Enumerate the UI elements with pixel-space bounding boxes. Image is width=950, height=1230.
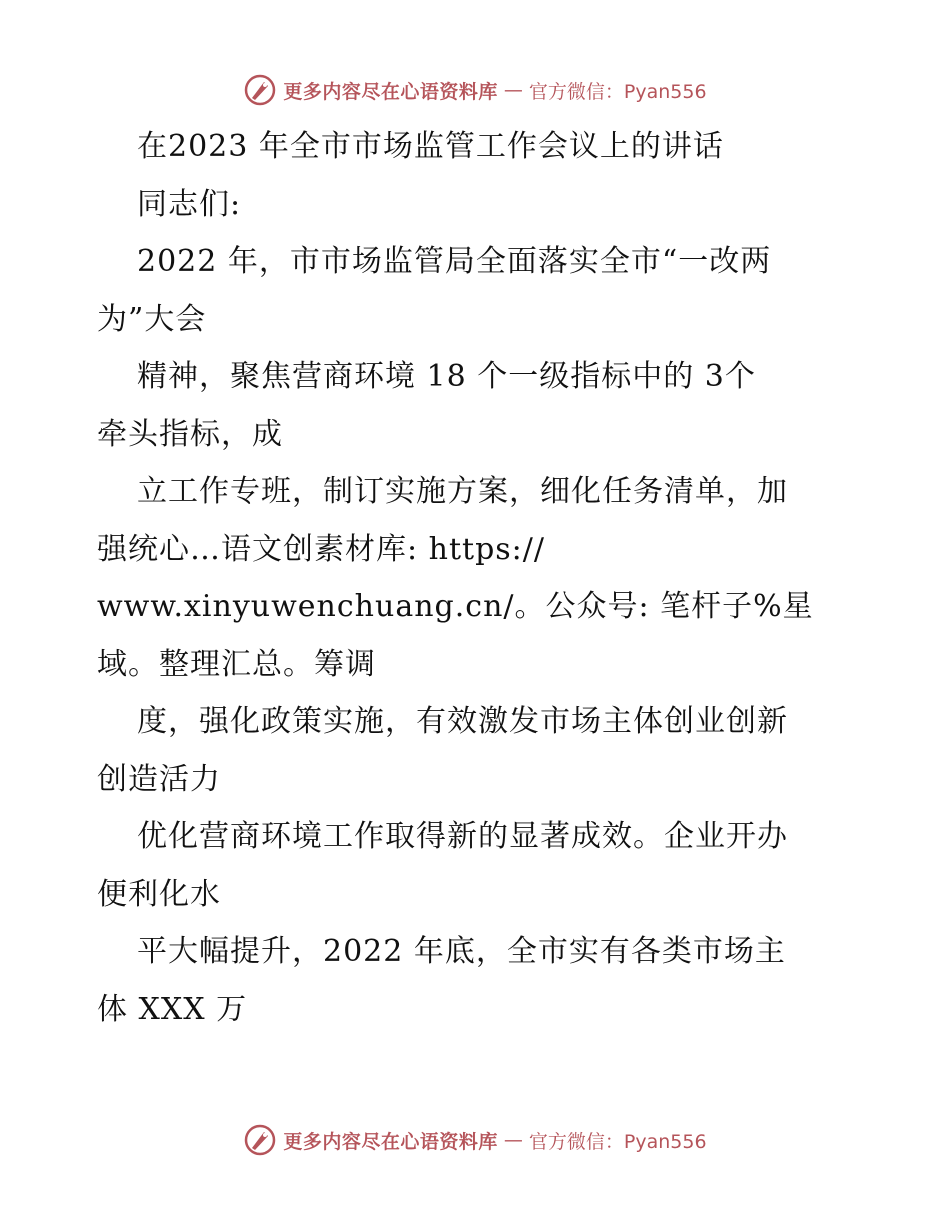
text-line: 精神，聚焦营商环境 18 个一级指标中的 3个 <box>137 359 756 394</box>
text-line: 体 XXX 万 <box>97 991 248 1027</box>
text-line: 便利化水 <box>97 876 221 912</box>
header-banner <box>0 70 950 110</box>
text-line: 牵头指标，成 <box>97 416 283 452</box>
text-line: 度，强化政策实施，有效激发市场主体创业创新 <box>137 704 788 739</box>
banner-dash: — <box>503 79 523 101</box>
banner-sub-text: 官方微信：Pyan556 <box>528 1130 707 1153</box>
banner-main-text: 更多内容尽在心语资料库 <box>283 80 498 103</box>
pen-nib-logo-icon <box>243 73 277 107</box>
text-line: 立工作专班，制订实施方案，细化任务清单，加 <box>137 474 788 509</box>
footer-banner <box>0 1120 950 1160</box>
text-line: 在2023 年全市市场监管工作会议上的讲话 <box>137 129 724 164</box>
banner-sub-text: 官方微信：Pyan556 <box>528 80 707 103</box>
text-line: 平大幅提升，2022 年底，全市实有各类市场主 <box>137 934 786 969</box>
text-line: 2022 年，市市场监管局全面落实全市“一改两 <box>137 244 772 279</box>
banner-dash: — <box>503 1129 523 1151</box>
document-body <box>97 118 867 1038</box>
pen-nib-logo-icon <box>243 1123 277 1157</box>
text-line: 优化营商环境工作取得新的显著成效。企业开办 <box>137 819 788 854</box>
text-line: 创造活力 <box>97 761 221 797</box>
text-line: 强统心…语文创素材库: https:// <box>97 531 545 567</box>
text-line: 为”大会 <box>97 301 207 337</box>
text-line: 同志们: <box>137 186 242 222</box>
text-line: www.xinyuwenchuang.cn/。公众号: 笔杆子%星 <box>97 589 814 624</box>
text-line: 域。整理汇总。筹调 <box>97 646 376 682</box>
banner-main-text: 更多内容尽在心语资料库 <box>283 1130 498 1153</box>
